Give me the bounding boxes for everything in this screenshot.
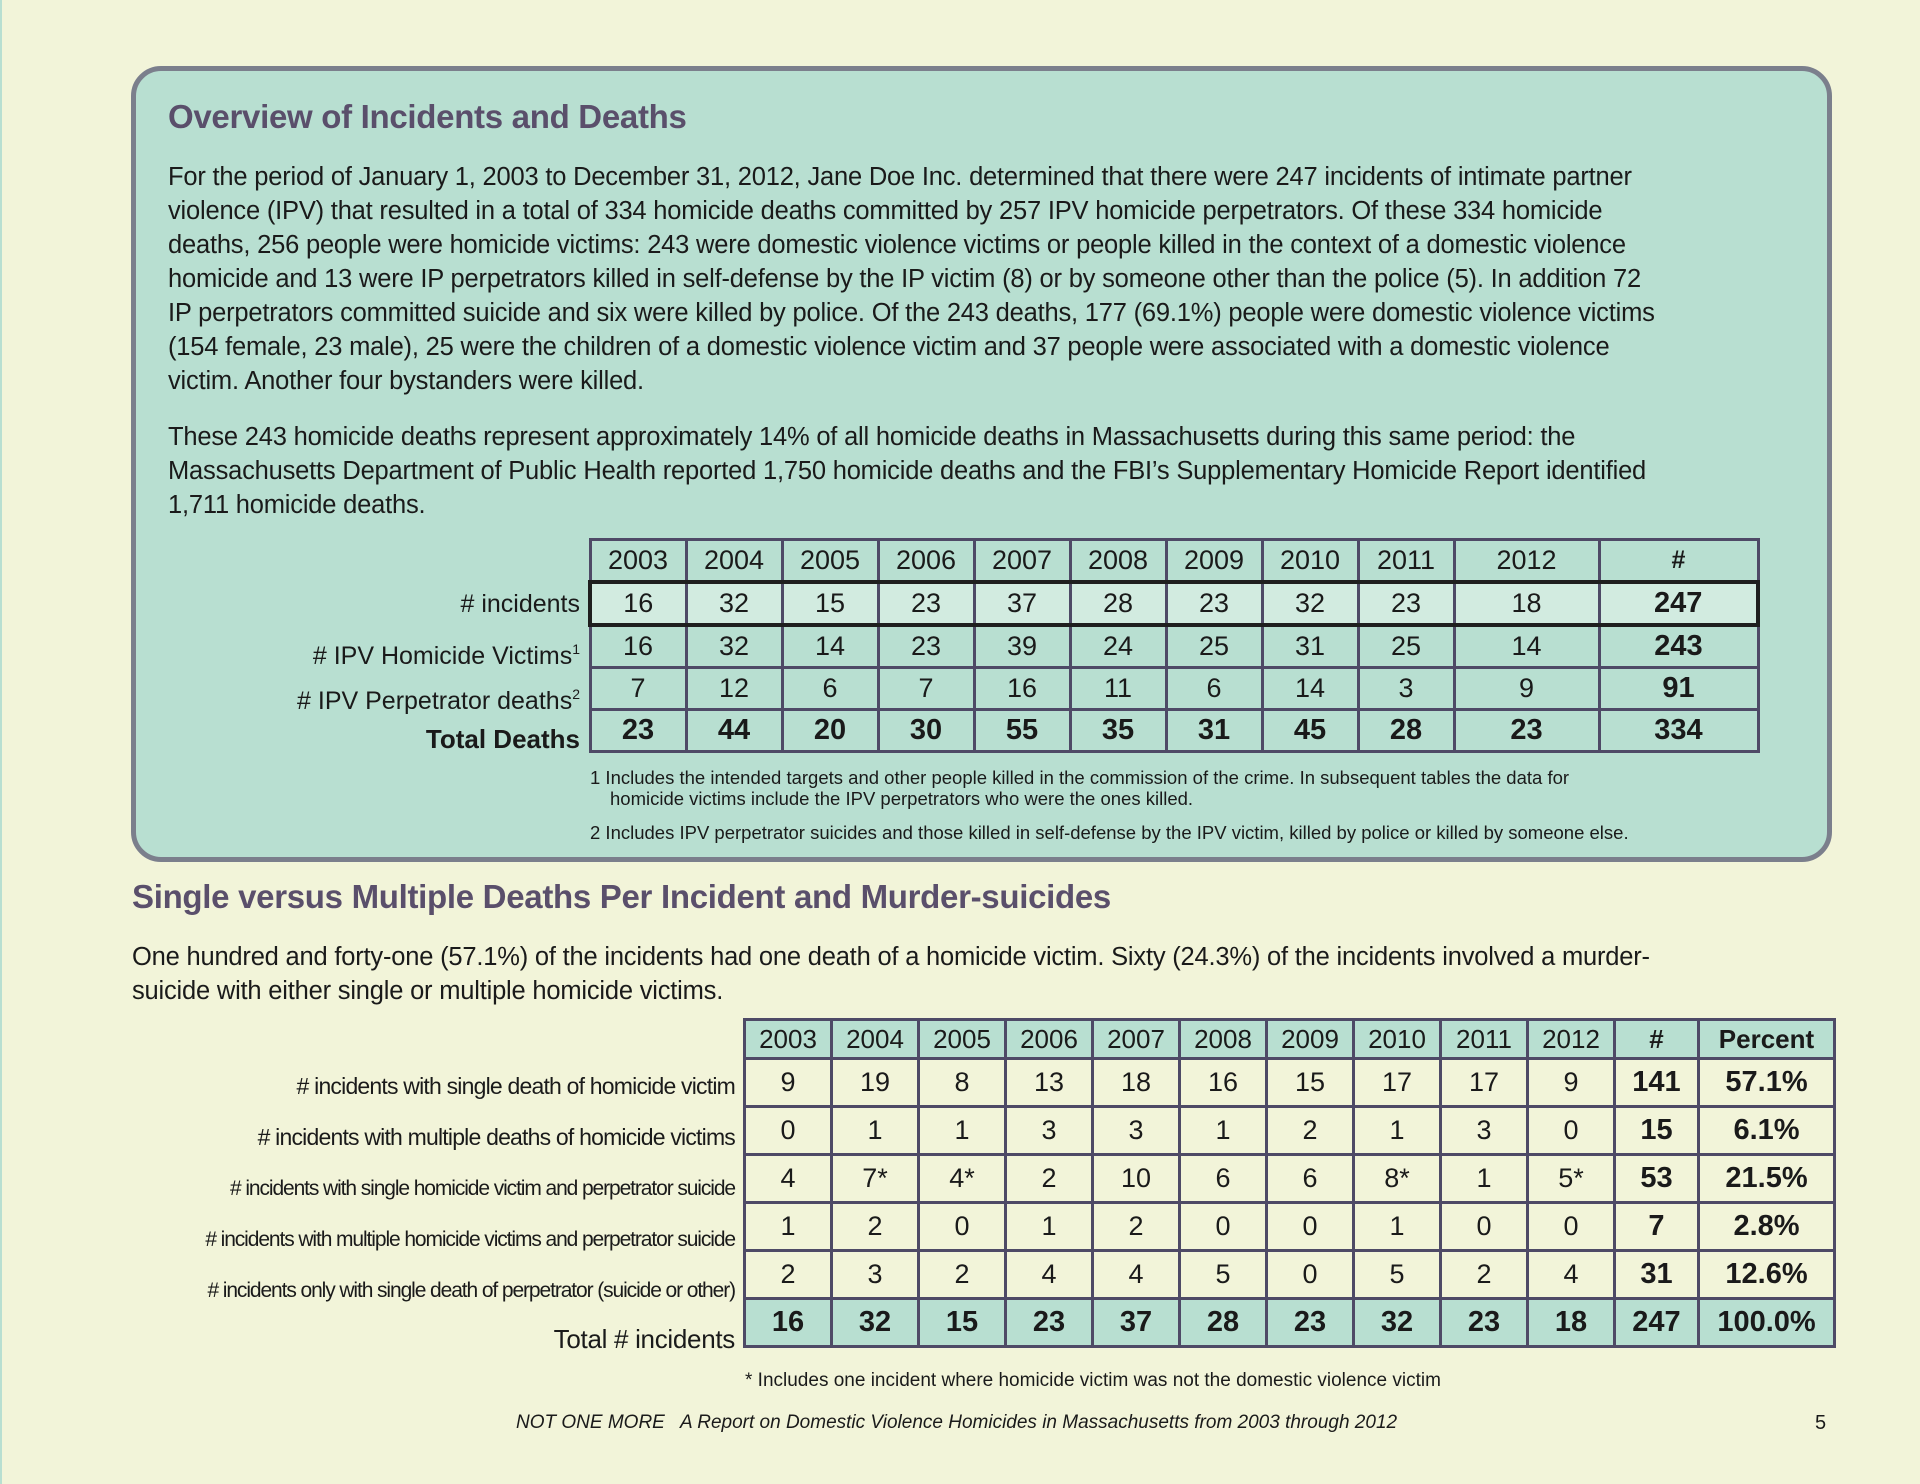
table-row [590,625,1758,668]
table-cell: 2 [1441,1251,1528,1299]
column-header: 2012 [1528,1020,1615,1059]
column-header: # [1615,1020,1699,1059]
column-header: 2008 [1070,540,1166,583]
table-cell: 17 [1354,1059,1441,1107]
table-cell: 5* [1528,1155,1615,1203]
row-label: # incidents with multiple homicide victims and perpetrator suicide [205,1228,735,1251]
table-cell: 1 [1354,1107,1441,1155]
text-line: victim. Another four bystanders were killed. [168,367,644,395]
column-header: 2007 [1093,1020,1180,1059]
table-cell: 32 [1262,582,1358,625]
table-cell: 10 [1093,1155,1180,1203]
table-cell: 1 [919,1107,1006,1155]
table-cell: 1 [1354,1203,1441,1251]
table-cell: 23 [1267,1299,1354,1347]
page-footer [516,1412,1397,1434]
row-total: 7 [1615,1203,1699,1251]
table-cell: 15 [1267,1059,1354,1107]
text-line: suicide with either single or multiple homicide victims. [132,977,724,1005]
overview-table-row-labels [200,582,580,762]
column-header: 2006 [878,540,974,583]
row-label-total: Total # incidents [553,1324,735,1354]
table-cell: 2 [1267,1107,1354,1155]
row-percent: 21.5% [1699,1155,1835,1203]
column-header: 2010 [1262,540,1358,583]
text-line: violence (IPV) that resulted in a total of 334 homicide deaths committed by 257 IPV homicide perpetrators. Of these 334 homicide [168,197,1603,225]
table-cell: 15 [919,1299,1006,1347]
table-cell: 2 [745,1251,832,1299]
table-cell: 14 [1454,625,1599,668]
table-cell: 4 [1528,1251,1615,1299]
table-cell: 0 [919,1203,1006,1251]
row-percent: 12.6% [1699,1251,1835,1299]
table-cell: 23 [1454,710,1599,752]
publication-subtitle: A Report on Domestic Violence Homicides in Massachusetts from 2003 through 2012 [679,1412,1398,1433]
table-cell: 1 [1180,1107,1267,1155]
column-header: 2010 [1354,1020,1441,1059]
table-cell: 23 [1358,582,1454,625]
table-cell: 0 [1267,1203,1354,1251]
column-header: 2007 [974,540,1070,583]
row-total: 53 [1615,1155,1699,1203]
table-cell: 8 [919,1059,1006,1107]
text-line: 1,711 homicide deaths. [168,491,426,519]
table-cell: 28 [1358,710,1454,752]
table-row [590,668,1758,710]
table-header-row [745,1020,1835,1059]
table-cell: 5 [1180,1251,1267,1299]
row-percent: 6.1% [1699,1107,1835,1155]
table-row [745,1203,1835,1251]
column-header: 2012 [1454,540,1599,583]
text-line: homicide and 13 were IP perpetrators killed in self-defense by the IP victim (8) or by someone other than the police (5). In addition 72 [168,265,1641,293]
table-cell: 3 [1358,668,1454,710]
row-total: 91 [1599,668,1758,710]
table-cell: 5 [1354,1251,1441,1299]
table-cell: 30 [878,710,974,752]
table-cell: 39 [974,625,1070,668]
table-cell: 7 [590,668,686,710]
table-cell: 37 [974,582,1070,625]
table-cell: 45 [1262,710,1358,752]
row-total: 141 [1615,1059,1699,1107]
column-header: 2004 [686,540,782,583]
table-cell: 7* [832,1155,919,1203]
text-line: Massachusetts Department of Public Health reported 1,750 homicide deaths and the FBI’s Supplementary Homicide Report identified [168,457,1647,485]
table-cell: 16 [590,625,686,668]
table-cell: 25 [1166,625,1262,668]
overview-paragraph-1 [168,160,1655,398]
row-label-incidents: # incidents [460,590,580,618]
table-cell: 31 [1262,625,1358,668]
table-cell: 13 [1006,1059,1093,1107]
row-label: # incidents with single death of homicide victim [296,1073,735,1099]
table-cell: 23 [1166,582,1262,625]
column-header: 2006 [1006,1020,1093,1059]
footnote-line: homicide victims include the IPV perpetrators who were the ones killed. [610,788,1194,809]
table-header-row [590,540,1758,583]
row-label-total-deaths: Total Deaths [425,724,580,754]
table-cell: 4 [745,1155,832,1203]
row-label-ipv-homicide-victims: # IPV Homicide Victims$^1$ [312,641,580,670]
table-cell: 6 [1267,1155,1354,1203]
table-cell: 28 [1070,582,1166,625]
table-cell: 3 [1093,1107,1180,1155]
table-cell: 6 [1180,1155,1267,1203]
table-cell: 23 [590,710,686,752]
column-header: 2005 [782,540,878,583]
column-header: 2009 [1267,1020,1354,1059]
column-header: # [1599,540,1758,583]
table-cell: 15 [782,582,878,625]
table-cell: 17 [1441,1059,1528,1107]
table-cell: 55 [974,710,1070,752]
table-cell: 16 [745,1299,832,1347]
row-percent: 57.1% [1699,1059,1835,1107]
table-cell: 0 [1528,1107,1615,1155]
overview-title: Overview of Incidents and Deaths [168,98,687,135]
table-cell: 4* [919,1155,1006,1203]
column-header: 2003 [590,540,686,583]
table-cell: 32 [832,1299,919,1347]
table-cell: 2 [1006,1155,1093,1203]
row-label: # incidents with single homicide victim and perpetrator suicide [230,1177,735,1200]
table-cell: 28 [1180,1299,1267,1347]
table-cell: 0 [1267,1251,1354,1299]
incidents-table-row-labels [140,1061,735,1362]
table-cell: 18 [1093,1059,1180,1107]
row-total: 247 [1615,1299,1699,1347]
table-cell: 3 [1006,1107,1093,1155]
incidents-table [743,1018,1836,1348]
table-cell: 0 [1528,1203,1615,1251]
table-cell: 11 [1070,668,1166,710]
table-cell: 9 [1528,1059,1615,1107]
table-row-total-deaths [590,710,1758,752]
table-row [590,582,1758,625]
table-cell: 6 [1166,668,1262,710]
table-cell: 6 [782,668,878,710]
incidents-table-footnote: * Includes one incident where homicide victim was not the domestic violence victim [745,1370,1441,1391]
table-cell: 23 [1441,1299,1528,1347]
row-total: 247 [1599,582,1758,625]
table-cell: 16 [974,668,1070,710]
footnote-line: 1 Includes the intended targets and other people killed in the commission of the crime. In subsequent tables the data for [590,767,1570,788]
table-cell: 23 [878,625,974,668]
row-total: 31 [1615,1251,1699,1299]
overview-footnote-2: 2 Includes IPV perpetrator suicides and those killed in self-defense by the IPV victim, killed by police or killed by someone else. [590,822,1629,843]
row-label-ipv-perpetrator-deaths: # IPV Perpetrator deaths$^2$ [297,686,580,715]
row-percent: 2.8% [1699,1203,1835,1251]
publication-name: NOT ONE MORE [516,1412,665,1433]
table-cell: 19 [832,1059,919,1107]
text-line: IP perpetrators committed suicide and six were killed by police. Of the 243 deaths, 177 (69.1%) people were domestic violence victims [168,299,1655,327]
table-cell: 37 [1093,1299,1180,1347]
text-line: For the period of January 1, 2003 to December 31, 2012, Jane Doe Inc. determined that there were 247 incidents of intimate partner [168,163,1632,191]
table-cell: 16 [590,582,686,625]
column-header: 2008 [1180,1020,1267,1059]
table-cell: 25 [1358,625,1454,668]
table-cell: 9 [745,1059,832,1107]
row-total: 15 [1615,1107,1699,1155]
column-header: 2009 [1166,540,1262,583]
table-row [745,1251,1835,1299]
single-multiple-paragraph [132,940,1650,1008]
column-header: 2011 [1358,540,1454,583]
table-row [745,1155,1835,1203]
table-cell: 1 [1006,1203,1093,1251]
text-line: deaths, 256 people were homicide victims: 243 were domestic violence victims or people killed in the context of a domestic violence [168,231,1626,259]
table-cell: 4 [1093,1251,1180,1299]
table-cell: 31 [1166,710,1262,752]
table-cell: 0 [1180,1203,1267,1251]
row-percent: 100.0% [1699,1299,1835,1347]
single-multiple-title: Single versus Multiple Deaths Per Incident and Murder-suicides [132,878,1111,915]
column-header: 2003 [745,1020,832,1059]
table-cell: 3 [832,1251,919,1299]
table-cell: 1 [1441,1155,1528,1203]
column-header: 2004 [832,1020,919,1059]
column-header: Percent [1699,1020,1835,1059]
row-label: # incidents only with single death of perpetrator (suicide or other) [207,1279,735,1302]
page-edge-strip [0,0,2,1484]
table-cell: 3 [1441,1107,1528,1155]
table-cell: 1 [832,1107,919,1155]
overview-table [588,538,1760,753]
table-cell: 0 [1441,1203,1528,1251]
table-cell: 18 [1454,582,1599,625]
table-cell: 32 [686,582,782,625]
text-line: (154 female, 23 male), 25 were the children of a domestic violence victim and 37 people were associated with a domestic violence [168,333,1610,361]
row-total: 243 [1599,625,1758,668]
table-cell: 24 [1070,625,1166,668]
column-header: 2005 [919,1020,1006,1059]
table-cell: 44 [686,710,782,752]
page-number: 5 [1815,1412,1827,1434]
table-cell: 35 [1070,710,1166,752]
table-cell: 8* [1354,1155,1441,1203]
table-cell: 2 [832,1203,919,1251]
table-cell: 7 [878,668,974,710]
table-cell: 18 [1528,1299,1615,1347]
table-cell: 0 [745,1107,832,1155]
text-line: One hundred and forty-one (57.1%) of the incidents had one death of a homicide victim. Sixty (24.3%) of the incidents involved a murder- [132,943,1650,971]
table-cell: 16 [1180,1059,1267,1107]
table-cell: 2 [1093,1203,1180,1251]
table-cell: 32 [686,625,782,668]
table-row [745,1059,1835,1107]
column-header: 2011 [1441,1020,1528,1059]
table-cell: 32 [1354,1299,1441,1347]
table-cell: 20 [782,710,878,752]
table-row-total [745,1299,1835,1347]
table-cell: 12 [686,668,782,710]
table-cell: 23 [1006,1299,1093,1347]
row-label: # incidents with multiple deaths of homicide victims [257,1124,735,1150]
overview-footnote-1 [590,767,1569,809]
table-cell: 14 [782,625,878,668]
table-cell: 9 [1454,668,1599,710]
text-line: These 243 homicide deaths represent approximately 14% of all homicide deaths in Massachusetts during this same period: the [168,423,1576,451]
table-cell: 1 [745,1203,832,1251]
table-cell: 4 [1006,1251,1093,1299]
table-cell: 2 [919,1251,1006,1299]
table-cell: 23 [878,582,974,625]
overview-paragraph-2 [168,420,1646,522]
table-cell: 14 [1262,668,1358,710]
row-total: 334 [1599,710,1758,752]
table-row [745,1107,1835,1155]
